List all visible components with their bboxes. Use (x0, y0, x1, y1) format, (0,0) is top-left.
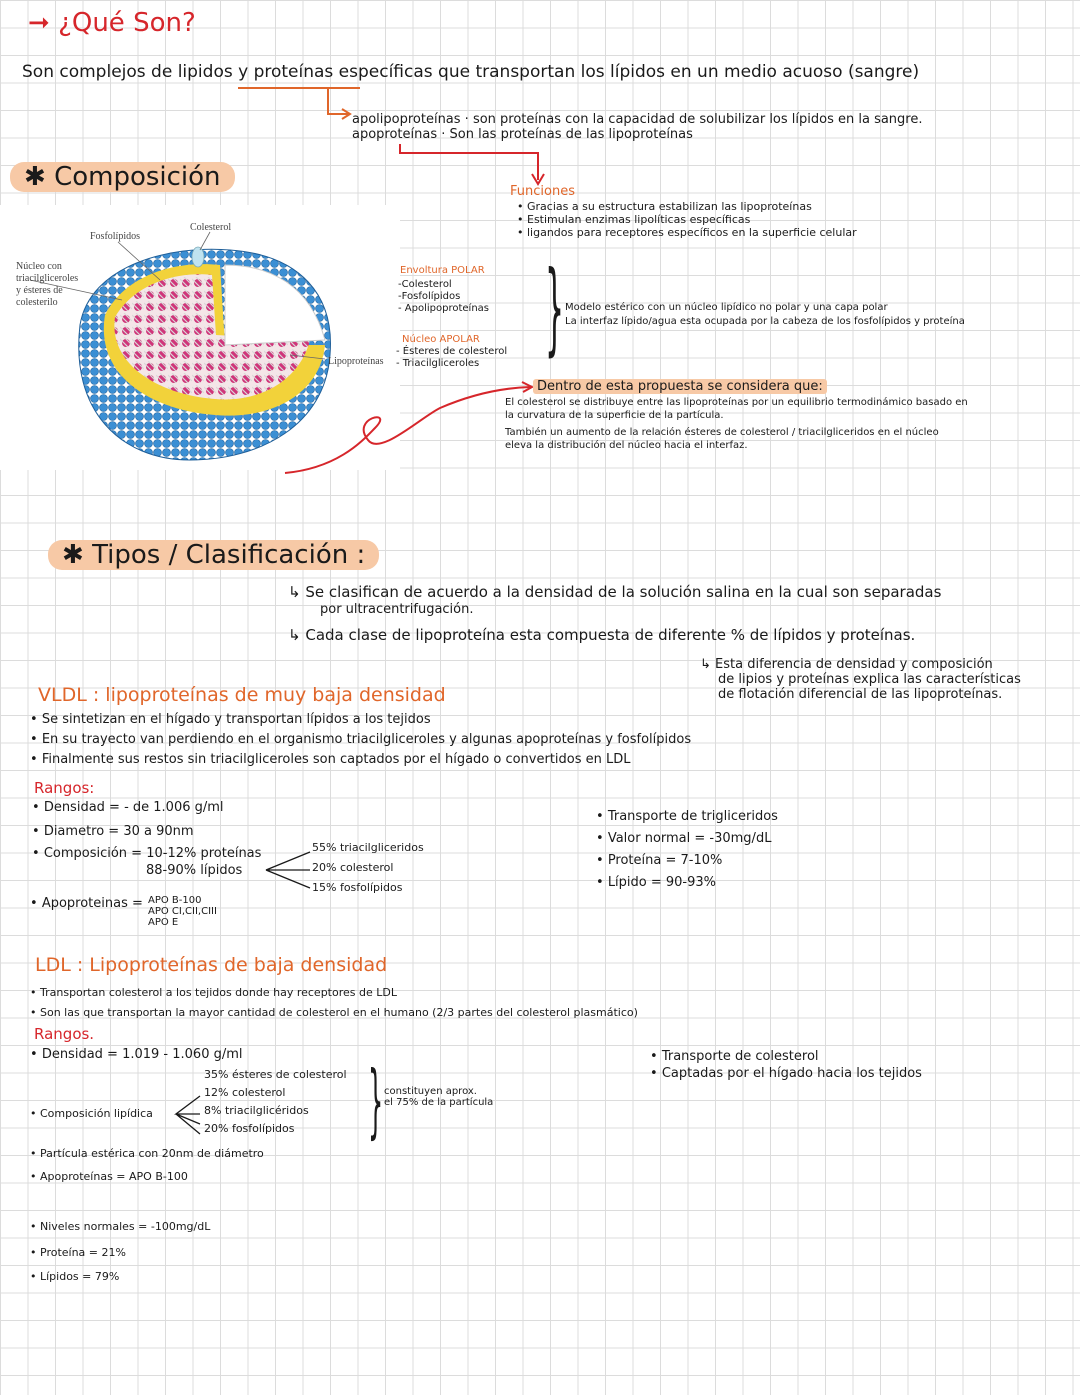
ldl-niveles: • Niveles normales = -100mg/dL (30, 1220, 211, 1233)
tipos-note-1: ↳ Esta diferencia de densidad y composición (700, 657, 993, 672)
label-colesterol: Colesterol (190, 222, 232, 233)
ldl-branch-lines (172, 1090, 204, 1140)
vldl-branch-lines (262, 848, 314, 894)
nucleo-list (396, 346, 507, 370)
list-item: • Finalmente sus restos sin triacilgliceroles son captados por el hígado o convertidos en LDL (30, 752, 631, 767)
list-item: 12% colesterol (204, 1086, 286, 1099)
ldl-constituyen-1: constituyen aprox. (384, 1086, 477, 1097)
list-item: - Ésteres de colesterol (396, 346, 508, 357)
list-item: • En su trayecto van perdiendo en el organismo triacilgliceroles y algunas apoproteínas y fosfolípidos (30, 732, 692, 747)
ldl-apoproteinas: • Apoproteínas = APO B-100 (30, 1170, 188, 1183)
list-item: • Valor normal = -30mg/dL (596, 831, 772, 846)
list-item: 20% colesterol (312, 861, 394, 874)
dentro-line-4: eleva la distribución del núcleo hacia el interfaz. (505, 440, 748, 451)
list-item: APO E (148, 917, 179, 928)
list-item: • Transporte de trigliceridos (596, 809, 778, 824)
vldl-bullets (30, 710, 691, 770)
vldl-rangos: Rangos: (34, 779, 95, 797)
vldl-apoproteinas-label: • Apoproteinas = (30, 896, 143, 911)
list-item: APO B-100 (148, 895, 202, 906)
composicion-title: ✱ Composición (10, 162, 235, 192)
funciones-list (517, 200, 857, 239)
apoproteinas-def: apoproteínas · Son las proteínas de las lipoproteínas (352, 127, 693, 142)
dentro-arrow (280, 378, 540, 478)
dentro-line-3: También un aumento de la relación ésteres de colesterol / triacilgliceridos en el núcleo (505, 427, 939, 438)
vldl-diametro: • Diametro = 30 a 90nm (32, 824, 194, 839)
dentro-line-2: la curvatura de la superficie de la partícula. (505, 410, 724, 421)
ldl-densidad: • Densidad = 1.019 - 1.060 g/ml (30, 1047, 243, 1062)
list-item: - Triacilgliceroles (396, 358, 480, 369)
dentro-line-1: El colesterol se distribuye entre las lipoproteínas por un equilibrio termodinámico basado en (505, 397, 968, 408)
list-item: -Colesterol (398, 279, 452, 290)
nucleo-title: Núcleo APOLAR (402, 334, 480, 345)
tipos-note-2: de lipios y proteínas explica las características (718, 672, 1021, 687)
asterisk-icon: ✱ (24, 162, 55, 192)
list-item: • Transportan colesterol a los tejidos donde hay receptores de LDL (30, 986, 397, 999)
list-item: • Captadas por el hígado hacia los tejidos (650, 1066, 922, 1081)
list-item: • ligandos para receptores específicos en la superficie celular (517, 226, 857, 239)
envoltura-list (398, 279, 489, 315)
list-item: • Estimulan enzimas lipolíticas específicas (517, 213, 751, 226)
brace-icon: } (368, 1054, 384, 1147)
question-title: ➞ ¿Qué Son? (28, 8, 196, 38)
ldl-lipidos: • Lípidos = 79% (30, 1270, 120, 1283)
modelo-line-1: Modelo estérico con un núcleo lipídico no polar y una capa polar (565, 302, 888, 313)
tipos-line-1: ↳ Se clasifican de acuerdo a la densidad de la solución salina en la cual son separadas (288, 583, 942, 601)
modelo-line-2: La interfaz lípido/agua esta ocupada por la cabeza de los fosfolípidos y proteína (565, 316, 965, 327)
ldl-bullets (30, 983, 638, 1023)
funciones-title: Funciones (510, 184, 575, 199)
funciones-connector (395, 140, 555, 190)
vldl-composicion-a: • Composición = 10-12% proteínas (32, 846, 262, 861)
dentro-title: Dentro de esta propuesta se considera que: (533, 379, 827, 394)
ldl-composicion-label: • Composición lipídica (30, 1107, 153, 1120)
list-item: 15% fosfolípidos (312, 881, 403, 894)
ldl-proteina: • Proteína = 21% (30, 1246, 126, 1259)
apolipoproteinas-def: apolipoproteínas · son proteínas con la capacidad de solubilizar los lípidos en la sangre. (352, 112, 923, 127)
arrow-right-icon: ➞ (28, 8, 50, 38)
vldl-lipidos-breakdown (312, 838, 424, 898)
list-item: - Apolipoproteínas (398, 303, 490, 314)
tipos-title: ✱ Tipos / Clasificación : (48, 540, 379, 570)
vldl-apoproteinas (148, 895, 217, 928)
list-item: APO CI,CII,CIII (148, 906, 217, 917)
tipos-line-1b: por ultracentrifugación. (320, 602, 474, 617)
list-item: • Proteína = 7-10% (596, 853, 723, 868)
tipos-line-2: ↳ Cada clase de lipoproteína esta compuesta de diferente % de lípidos y proteínas. (288, 626, 916, 644)
label-lipoproteinas: Lipoproteínas (328, 356, 384, 367)
list-item: 8% triacilglicéridos (204, 1104, 309, 1117)
label-nucleo-1: Núcleo con (16, 261, 62, 272)
list-item: • Transporte de colesterol (650, 1049, 819, 1064)
brace-icon: } (545, 249, 565, 366)
tipos-note-3: de flotación diferencial de las lipoproteínas. (718, 687, 1003, 702)
label-nucleo-4: colesterilo (16, 297, 58, 308)
list-item: • Gracias a su estructura estabilizan las lipoproteínas (517, 200, 812, 213)
list-item: • Se sintetizan en el hígado y transportan lípidos a los tejidos (30, 712, 431, 727)
vldl-composicion-b: 88-90% lípidos (146, 863, 243, 878)
asterisk-icon: ✱ (62, 540, 93, 570)
vldl-title: VLDL : lipoproteínas de muy baja densidad (38, 684, 446, 706)
list-item: -Fosfolípidos (398, 291, 461, 302)
definition-connector (230, 82, 360, 122)
list-item: 35% ésteres de colesterol (204, 1068, 347, 1081)
ldl-constituyen-2: el 75% de la partícula (384, 1097, 494, 1108)
label-nucleo-3: y ésteres de (16, 285, 63, 296)
ldl-rangos: Rangos. (34, 1025, 95, 1043)
ldl-particula: • Partícula estérica con 20nm de diámetro (30, 1147, 264, 1160)
label-fosfolipidos: Fosfolípidos (90, 231, 141, 242)
list-item: • Lípido = 90-93% (596, 875, 717, 890)
label-nucleo-2: triacilgliceroles (16, 273, 79, 284)
envoltura-title: Envoltura POLAR (400, 265, 485, 276)
vldl-densidad: • Densidad = - de 1.006 g/ml (32, 800, 224, 815)
ldl-right-list (650, 1048, 922, 1082)
ldl-composicion-items (204, 1066, 347, 1138)
vldl-right-list (596, 806, 778, 894)
definition-text: Son complejos de lipidos y proteínas específicas que transportan los lípidos en un medio acuoso (sangre) (22, 62, 920, 82)
ldl-title: LDL : Lipoproteínas de baja densidad (35, 954, 388, 976)
list-item: 20% fosfolípidos (204, 1122, 295, 1135)
list-item: 55% triacilgliceridos (312, 841, 424, 854)
list-item: • Son las que transportan la mayor cantidad de colesterol en el humano (2/3 partes del colesterol plasmático) (30, 1006, 638, 1019)
